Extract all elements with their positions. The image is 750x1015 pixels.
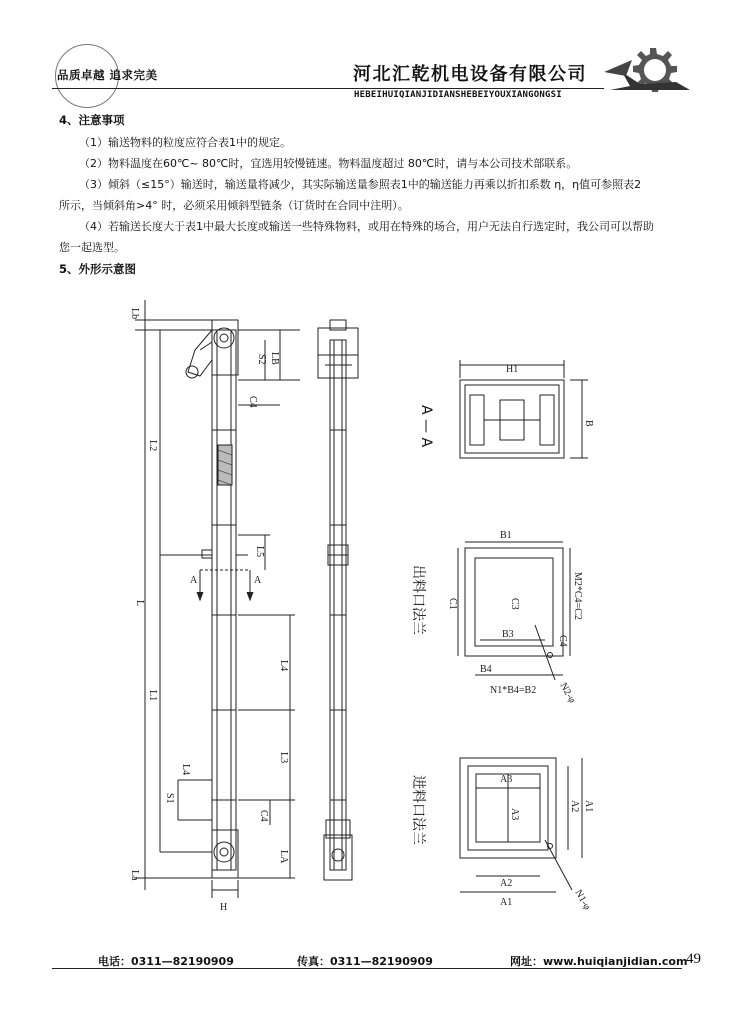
dim-a2-right: A2	[569, 800, 580, 813]
dim-c4-top: C4	[247, 396, 258, 408]
section-4-title: 4、注意事项	[59, 113, 125, 127]
header-rule	[52, 88, 604, 89]
dim-c4-bottom: C4	[258, 810, 269, 822]
dim-l3: L3	[278, 752, 289, 764]
dim-n1-phi: N1-φ	[572, 888, 593, 912]
dim-h1: H1	[506, 364, 519, 375]
company-name-en: HEBEIHUIQIANJIDIANSHEBEIYOUXIANGONGSI	[354, 90, 562, 100]
section-aa-view	[460, 360, 588, 458]
dim-a1-bottom: A1	[500, 897, 513, 908]
dim-s2: S2	[256, 354, 267, 365]
outline-drawing	[120, 280, 620, 930]
outlet-flange-label: 出料口法兰	[410, 565, 426, 635]
outlet-flange-view	[458, 542, 570, 680]
dim-lb: Lb	[129, 308, 140, 320]
dim-a3-side: A3	[509, 808, 520, 821]
section-5-title: 5、外形示意图	[59, 262, 137, 276]
dim-b1: B1	[500, 530, 512, 541]
dim-n1-b4-b2: N1*B4=B2	[490, 685, 537, 696]
dim-b3: B3	[502, 629, 514, 640]
dim-a3-top: A3	[500, 774, 513, 785]
note-item-3-cont: 所示，当倾斜角>4° 时，必须采用倾斜型链条（订货时在合同中注明）。	[59, 199, 409, 212]
section-mark-a-left: A	[190, 575, 198, 586]
dim-l5: L5	[254, 546, 265, 558]
note-item-4-cont: 您一起选型。	[59, 241, 125, 254]
dim-c4-outlet: C4	[557, 635, 568, 647]
page-number: 49	[686, 951, 701, 967]
dim-la-right: LA	[278, 850, 289, 864]
inlet-flange-label: 进料口法兰	[410, 775, 426, 845]
dim-b: B	[583, 420, 594, 427]
section-mark-a-right: A	[254, 575, 262, 586]
inlet-flange-view	[460, 758, 582, 892]
note-item-3: （3）倾斜（≤15°）输送时，输送量将减少，其实际输送量参照表1中的输送能力再乘以折扣系数 η，η值可参照表2	[79, 178, 642, 191]
dim-l2: L2	[147, 440, 158, 452]
section-aa-label: A — A	[418, 405, 434, 448]
note-item-1: （1）输送物料的粒度应符合表1中的规定。	[79, 136, 291, 149]
front-elevation	[135, 300, 300, 898]
footer-fax: 传真：0311—82190909	[297, 955, 433, 968]
dim-lb-right: LB	[269, 352, 280, 365]
dim-h: H	[220, 902, 228, 913]
company-name-cn: 河北汇乾机电设备有限公司	[353, 64, 587, 85]
dim-c1: C1	[447, 598, 458, 610]
footer-website: 网址：www.huiqianjidian.com	[510, 955, 688, 968]
dim-b4: B4	[480, 664, 492, 675]
dim-l4-left: L4	[180, 764, 191, 776]
gear-logo-icon	[600, 42, 700, 102]
dim-a1-right: A1	[583, 800, 594, 813]
dim-l: L	[134, 600, 145, 607]
dim-l4-right: L4	[278, 660, 289, 672]
dim-l1: L1	[147, 690, 158, 702]
dim-s1: S1	[164, 793, 175, 804]
dim-la: La	[129, 870, 140, 881]
dim-m2-c4-c2: M2*C4=C2	[572, 572, 583, 620]
side-elevation	[318, 320, 358, 880]
note-item-2: （2）物料温度在60℃~ 80℃时，宜选用较慢链速。物料温度超过 80℃时，请与本公司技术部联系。	[79, 157, 578, 170]
footer-phone: 电话：0311—82190909	[98, 955, 234, 968]
slogan: 品质卓越 追求完美	[57, 68, 158, 82]
note-item-4: （4）若输送长度大于表1中最大长度或输送一些特殊物料，或用在特殊的场合，用户无法自行选定时，我公司可以帮助	[79, 220, 654, 233]
footer-rule	[52, 968, 682, 969]
dim-n2-phi: N2-φ	[557, 681, 578, 705]
dim-c3: C3	[509, 598, 520, 610]
dim-a2-bottom: A2	[500, 878, 513, 889]
